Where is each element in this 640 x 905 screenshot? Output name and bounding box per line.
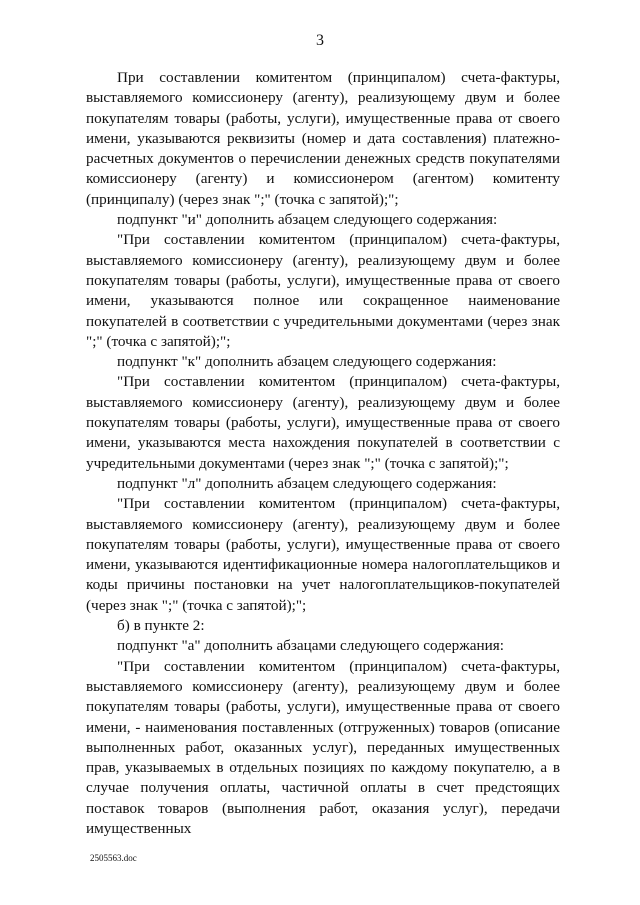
paragraph: "При составлении комитентом (принципалом) счета-фактуры, выставляемого комиссионеру (агенту), реализующему двум и более покупателям товары (работы, услуги), имущественные права от своего имени, - наименования поставленных (отгруженных) товаров (описание выполненных работ, оказанных услуг), переданных имущественных прав, указываемых в отдельных позициях по каждому покупателю, а в случае получения оплаты, частичной оплаты в счет предстоящих поставок товаров (выполнения работ, оказания услуг), передачи имущественных: [86, 657, 560, 837]
paragraph: При составлении комитентом (принципалом) счета-фактуры, выставляемого комиссионеру (агенту), реализующему двум и более покупателям товары (работы, услуги), имущественные права от своего имени, указываются реквизиты (номер и дата составления) платежно-расчетных документов о перечислении денежных средств покупателями комиссионеру (агенту) и комиссионером (агентом) комитенту (принципалу) (через знак ";" (точка с запятой);";: [86, 69, 560, 208]
paragraph: подпункт "к" дополнить абзацем следующего содержания:: [117, 353, 497, 371]
paragraph: подпункт "л" дополнить абзацем следующего содержания:: [117, 474, 497, 492]
paragraph: подпункт "и" дополнить абзацем следующего содержания:: [117, 211, 498, 229]
paragraph: "При составлении комитентом (принципалом) счета-фактуры, выставляемого комиссионеру (агенту), реализующему двум и более покупателям товары (работы, услуги), имущественные права от своего имени, указываются идентификационные номера налогоплательщиков и коды причины постановки на учет налогоплательщиков-покупателей (через знак ";" (точка с запятой);";: [86, 495, 560, 614]
file-name-footer: 2505563.doc: [90, 853, 137, 863]
page-number: 3: [316, 32, 324, 49]
document-body: [86, 68, 560, 839]
paragraph: подпункт "а" дополнить абзацами следующего содержания:: [117, 637, 504, 655]
paragraph: "При составлении комитентом (принципалом) счета-фактуры, выставляемого комиссионеру (агенту), реализующему двум и более покупателям товары (работы, услуги), имущественные права от своего имени, указываются полное или сокращенное наименование покупателей в соответствии с учредительными документами (через знак ";" (точка с запятой);";: [86, 231, 560, 350]
paragraph: "При составлении комитентом (принципалом) счета-фактуры, выставляемого комиссионеру (агенту), реализующему двум и более покупателям товары (работы, услуги), имущественные права от своего имени, указываются места нахождения покупателей в соответствии с учредительными документами (через знак ";" (точка с запятой);";: [86, 373, 560, 472]
paragraph: б) в пункте 2:: [117, 617, 205, 635]
